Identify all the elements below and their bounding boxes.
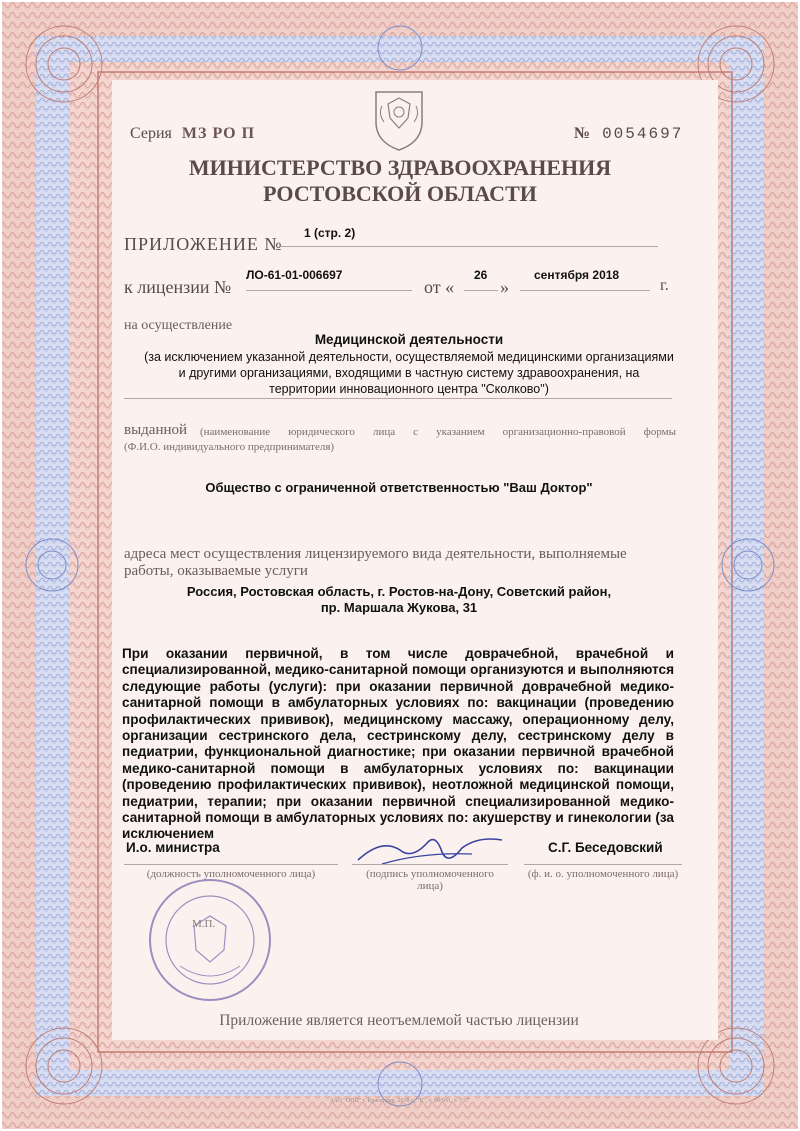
series-value: МЗ РО П <box>181 125 256 142</box>
series-row <box>130 125 255 143</box>
license-number: ЛО-61-01-006697 <box>246 268 343 282</box>
address-label <box>124 546 672 580</box>
printer-imprint: ЗАО "ОПЦ" г. Краснодар, 2018 г., "Б", з. 88/931, т. 7/17 <box>330 1098 470 1104</box>
services-line: специализированной, медико-санитарной помощи организуются и выполняются <box>122 662 674 678</box>
series-label: Серия <box>130 125 172 142</box>
address-line: пр. Маршала Жукова, 31 <box>320 600 478 615</box>
address-label-line2: работы, оказываемые услуги <box>124 563 308 579</box>
activity-line: и другими организациями, входящими в частную систему здравоохранения, на <box>178 366 640 380</box>
position-hint: (должность уполномоченного лица) <box>146 868 316 880</box>
license-from: от « <box>424 277 455 297</box>
activity-details <box>112 349 706 397</box>
license-quote-close: » <box>500 277 509 297</box>
activity-line: (за исключением указанной деятельности, осуществляемой медицинскими организациями <box>144 350 674 364</box>
number-sign: № <box>574 125 591 142</box>
appendix-value: 1 (стр. 2) <box>304 226 356 240</box>
appendix-underline <box>280 246 658 247</box>
services-line: следующие работы (услуги): при оказании первичной доврачебной медико- <box>122 678 674 694</box>
activity-label: на осуществление <box>124 318 233 333</box>
signature-hint: (подпись уполномоченного лица) <box>366 868 494 892</box>
issued-label: выданной <box>124 422 188 438</box>
appendix-label: ПРИЛОЖЕНИЕ № <box>124 234 283 254</box>
stamp-label: М.П. <box>192 918 216 930</box>
blank-number: 0054697 <box>602 125 684 143</box>
services-line: профилактических прививок), медицинскому массажу, операционному делу, <box>122 711 674 727</box>
name-underline <box>524 864 682 865</box>
services-line: педиатрии, функциональной диагностике; при оказании первичной врачебной <box>122 744 674 760</box>
license-year-suffix: г. <box>660 277 669 294</box>
services-line: медико-санитарной помощи в амбулаторных условиях по: вакцинации <box>122 760 674 776</box>
license-day-underline <box>464 290 498 291</box>
services-text <box>122 646 674 843</box>
activity-underline <box>124 398 672 399</box>
license-day: 26 <box>474 268 488 282</box>
blank-number-row <box>574 125 683 143</box>
activity-line: территории инновационного центра "Сколково") <box>269 382 549 396</box>
services-line: При оказании первичной, в том числе доврачебной, врачебной и <box>122 646 674 661</box>
services-line: (проведению профилактических прививок), неотложной медицинской помощи, <box>122 777 674 793</box>
address-label-line1: адреса мест осуществления лицензируемого вида деятельности, выполняемые <box>124 546 627 562</box>
address-value <box>112 584 686 616</box>
footer-note: Приложение является неотъемлемой частью лицензии <box>219 1012 579 1029</box>
services-line: организации сестринского дела, сестринскому делу, сестринскому делу в <box>122 728 674 744</box>
activity-title: Медицинской деятельности <box>314 332 504 347</box>
services-line: санитарной помощи в амбулаторных условиях по: вакцинации (проведению <box>122 695 674 711</box>
license-prefix: к лицензии № <box>124 277 232 297</box>
issued-hint-2: (Ф.И.О. индивидуального предпринимателя) <box>124 441 335 453</box>
organization-name: Общество с ограниченной ответственностью "Ваш Доктор" <box>205 480 593 495</box>
license-month-year: сентября 2018 <box>534 268 620 282</box>
signature-underline <box>352 864 508 865</box>
issued-hint-1: (наименование юридического лица с указанием организационно-правовой формы <box>200 426 676 438</box>
license-month-underline <box>520 290 650 291</box>
coat-of-arms-icon <box>368 84 430 152</box>
ministry-title-line2: РОСТОВСКОЙ ОБЛАСТИ <box>263 181 537 206</box>
position-title: И.о. министра <box>126 840 220 855</box>
license-number-underline <box>246 290 412 291</box>
address-line: Россия, Ростовская область, г. Ростов-на-Дону, Советский район, <box>186 584 612 599</box>
services-line: исключением <box>122 826 215 842</box>
position-underline <box>124 864 338 865</box>
name-hint: (ф. и. о. уполномоченного лица) <box>527 868 679 880</box>
services-line: педиатрии, терапии; при оказании первичной специализированной медико- <box>122 793 674 809</box>
ministry-title-line1: МИНИСТЕРСТВО ЗДРАВООХРАНЕНИЯ <box>188 155 612 180</box>
official-stamp-icon <box>140 876 280 1006</box>
signatory-name: С.Г. Беседовский <box>548 840 663 855</box>
ministry-title <box>140 155 660 207</box>
services-line: санитарной помощи в амбулаторных условиях по: акушерству и гинекологии (за <box>122 810 674 826</box>
